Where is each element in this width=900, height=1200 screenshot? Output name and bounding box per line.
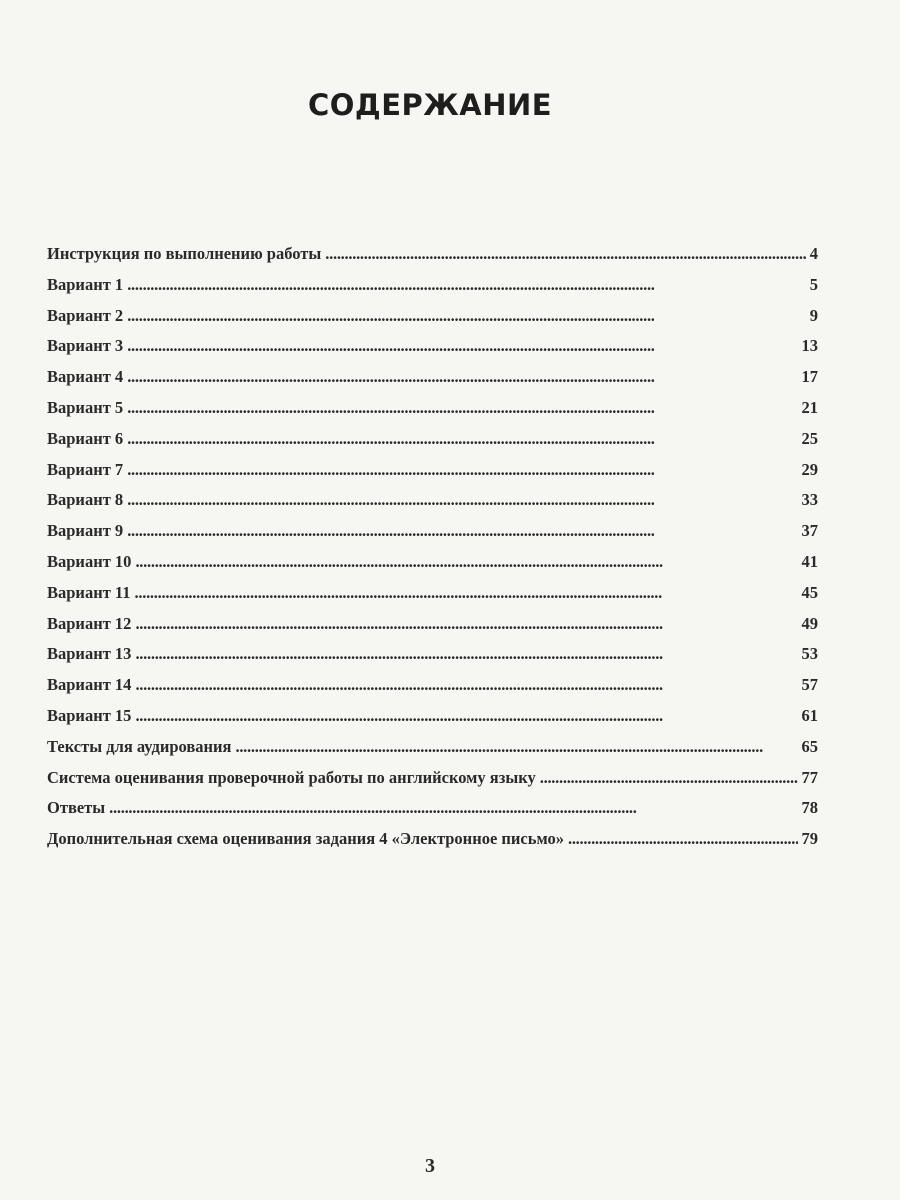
toc-entry-page: 49 [801,613,818,633]
dot-leader [127,490,797,510]
toc-entry-page: 77 [801,767,818,787]
dot-leader [135,644,797,664]
toc-entry[interactable] [47,336,818,367]
toc-entry[interactable] [47,768,818,799]
dot-leader [135,706,797,726]
toc-entry-label: Вариант 4 [47,367,124,387]
dot-leader [127,460,797,480]
toc-entry-label: Тексты для аудирования [47,736,232,756]
toc-entry-page: 17 [801,367,818,387]
toc-entry-label: Вариант 7 [47,459,124,479]
toc-entry-page: 41 [801,551,818,571]
toc-entry-label: Ответы [47,798,106,818]
toc-entry-label: Вариант 5 [47,397,124,417]
toc-entry-label: Вариант 8 [47,490,124,510]
page-number: 3 [425,1155,435,1177]
toc-entry-label: Вариант 10 [47,551,132,571]
dot-leader [135,614,797,634]
dot-leader [135,552,797,572]
toc-entry-page: 25 [801,428,818,448]
dot-leader [127,336,797,356]
toc-entry-label: Система оценивания проверочной работы по английскому языку [47,767,536,787]
toc-entry-label: Вариант 2 [47,305,124,325]
dot-leader [127,306,806,326]
toc-entry-page: 33 [801,490,818,510]
toc-entry-page: 5 [809,274,818,294]
dot-leader [325,244,805,264]
toc-entry-page: 79 [801,829,818,849]
toc-entry-label: Вариант 14 [47,675,132,695]
toc-entry-label: Дополнительная схема оценивания задания 4 «Электронное письмо» [47,829,564,849]
toc-entry[interactable] [47,675,818,706]
toc-entry-label: Инструкция по выполнению работы [47,244,322,263]
toc-entry[interactable] [47,614,818,645]
toc-entry[interactable] [47,429,818,460]
toc-entry[interactable] [47,706,818,737]
dot-leader [135,583,798,603]
toc-entry-page: 21 [801,397,818,417]
toc-entry[interactable] [47,398,818,429]
toc-entry[interactable] [47,244,818,275]
toc-entry-page: 57 [801,675,818,695]
toc-entry-page: 29 [801,459,818,479]
toc-entry[interactable] [47,490,818,521]
toc-entry-label: Вариант 13 [47,644,132,664]
toc-entry-label: Вариант 12 [47,613,132,633]
toc-entry-page: 53 [801,644,818,664]
table-of-contents [47,244,818,860]
toc-entry[interactable] [47,798,818,829]
toc-entry-label: Вариант 6 [47,428,124,448]
toc-entry[interactable] [47,521,818,552]
dot-leader [127,429,797,449]
dot-leader [127,521,797,541]
toc-entry-page: 9 [809,305,818,325]
toc-entry-label: Вариант 1 [47,274,124,294]
toc-entry-label: Вариант 3 [47,336,124,356]
dot-leader [127,398,797,418]
dot-leader [127,275,806,295]
dot-leader [127,367,797,387]
toc-entry-label: Вариант 15 [47,705,132,725]
toc-entry[interactable] [47,644,818,675]
toc-entry-label: Вариант 9 [47,521,124,541]
dot-leader [540,768,798,788]
toc-entry[interactable] [47,306,818,337]
toc-entry[interactable] [47,583,818,614]
page-title: СОДЕРЖАНИЕ [307,88,553,122]
toc-entry-label: Вариант 11 [47,582,131,602]
dot-leader [235,737,797,757]
toc-entry[interactable] [47,460,818,491]
toc-entry-page: 78 [801,798,818,818]
toc-entry[interactable] [47,275,818,306]
toc-entry-page: 4 [809,244,818,263]
toc-entry[interactable] [47,367,818,398]
toc-entry-page: 45 [801,582,818,602]
dot-leader [135,675,797,695]
dot-leader [109,798,797,818]
toc-entry-page: 37 [801,521,818,541]
toc-entry-page: 13 [801,336,818,356]
toc-entry-page: 61 [801,705,818,725]
toc-entry-page: 65 [801,736,818,756]
toc-entry[interactable] [47,737,818,768]
dot-leader [568,829,798,849]
toc-entry[interactable] [47,829,818,860]
toc-entry[interactable] [47,552,818,583]
